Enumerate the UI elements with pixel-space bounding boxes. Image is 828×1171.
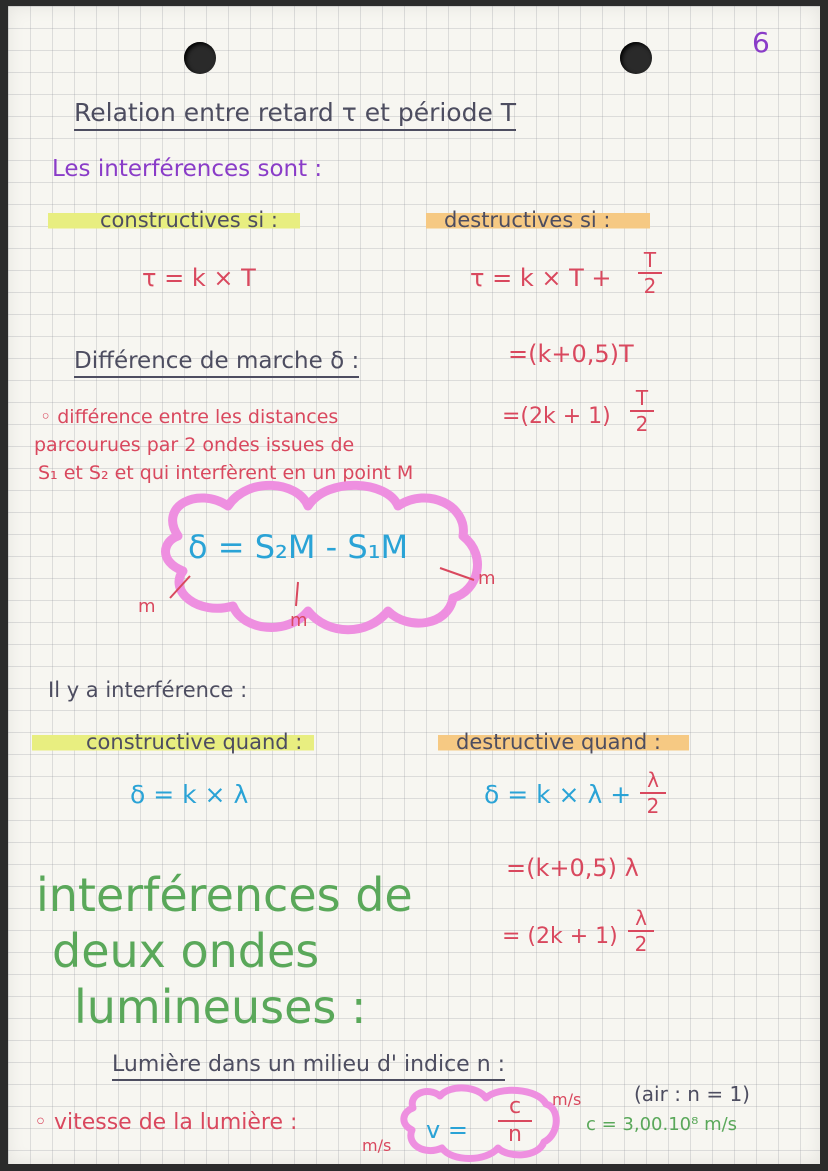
fraction-numerator: λ bbox=[647, 768, 659, 792]
green-heading-line-3: lumineuses : bbox=[74, 980, 367, 1034]
constructive-quand-label: constructive quand : bbox=[32, 730, 314, 754]
green-heading-line-2: deux ondes bbox=[52, 924, 320, 978]
page-number: 6 bbox=[752, 26, 770, 59]
destructive-si-label: destructives si : bbox=[426, 208, 650, 232]
delta-destructive-formula-2: =(k+0,5) λ bbox=[506, 854, 639, 882]
unit-m-right: m bbox=[478, 568, 496, 589]
fraction-denominator: 2 bbox=[635, 412, 649, 436]
fraction-denominator: 2 bbox=[643, 274, 657, 298]
green-heading-line-1: interférences de bbox=[36, 868, 413, 922]
delta-constructive-formula: δ = k × λ bbox=[130, 780, 249, 809]
tau-destructive-formula-2: =(k+0,5)T bbox=[508, 340, 634, 368]
il-y-a-interference: Il y a interférence : bbox=[48, 678, 248, 702]
difference-title: Différence de marche δ : bbox=[74, 348, 359, 378]
fraction-denominator: 2 bbox=[646, 794, 660, 818]
fraction-numerator: λ bbox=[635, 906, 647, 930]
delta-destructive-formula-3: = (2k + 1) bbox=[502, 924, 618, 949]
fraction-denominator: n bbox=[508, 1122, 522, 1147]
unit-m-middle: m bbox=[290, 610, 308, 631]
intro-text: Les interférences sont : bbox=[52, 156, 323, 182]
fraction-denominator: 2 bbox=[634, 932, 648, 956]
fraction-numerator: c bbox=[508, 1094, 522, 1119]
unit-ms-c: m/s bbox=[552, 1090, 582, 1109]
destructive-quand-label: destructive quand : bbox=[438, 730, 689, 754]
page-title: Relation entre retard τ et période T bbox=[74, 98, 516, 131]
tau-constructive-formula: τ = k × T bbox=[142, 264, 256, 292]
tau-destructive-formula-3: =(2k + 1) bbox=[502, 404, 611, 429]
fraction-numerator: T bbox=[635, 386, 649, 410]
unit-ms-v: m/s bbox=[362, 1136, 392, 1155]
tau-destructive-formula: τ = k × T + bbox=[470, 264, 612, 292]
unit-m-left: m bbox=[138, 596, 156, 617]
fraction-numerator: T bbox=[643, 248, 657, 272]
difference-definition-line-1: ◦ différence entre les distances bbox=[40, 406, 339, 428]
v-formula-highlight bbox=[8, 6, 820, 1164]
constructive-si-label: constructives si : bbox=[48, 208, 300, 232]
v-formula-lhs: v = bbox=[426, 1116, 468, 1144]
delta-formula: δ = S₂M - S₁M bbox=[188, 528, 409, 566]
c-value: c = 3,00.10⁸ m/s bbox=[586, 1114, 738, 1135]
air-note: (air : n = 1) bbox=[634, 1082, 750, 1106]
difference-definition-line-2: parcourues par 2 ondes issues de bbox=[34, 434, 355, 456]
notebook-page bbox=[8, 6, 820, 1164]
difference-definition-line-3: S₁ et S₂ et qui interfèrent en un point M bbox=[38, 462, 414, 484]
lumiere-title: Lumière dans un milieu d' indice n : bbox=[112, 1052, 505, 1081]
v-formula-fraction bbox=[498, 1096, 532, 1146]
delta-destructive-formula: δ = k × λ + bbox=[484, 780, 632, 809]
vitesse-label: ◦ vitesse de la lumière : bbox=[34, 1110, 298, 1135]
